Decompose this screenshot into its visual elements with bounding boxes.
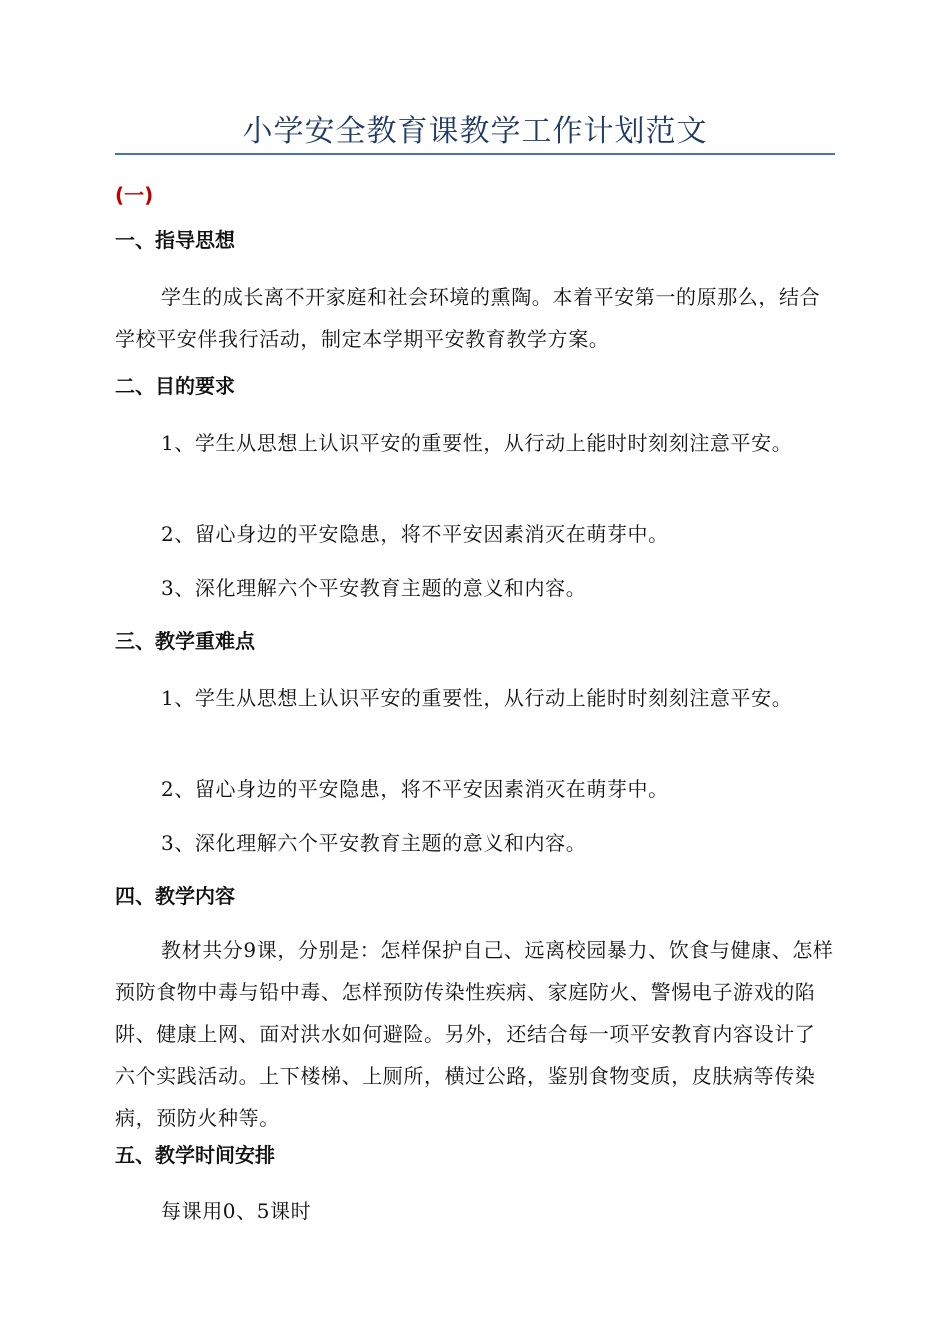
section-heading-2: 二、目的要求 [115,374,235,398]
section-2-paragraph-1: 1、学生从思想上认识平安的重要性，从行动上能时时刻刻注意平安。 [161,431,793,455]
section-1-paragraph-1: 学生的成长离不开家庭和社会环境的熏陶。本着平安第一的原那么，结合学校平安伴我行活动，制定本学期平安教育教学方案。 [115,285,821,351]
section-3-paragraph-1: 1、学生从思想上认识平安的重要性，从行动上能时时刻刻注意平安。 [161,686,793,710]
document-title: 小学安全教育课教学工作计划范文 [242,114,708,149]
section-heading-1: 一、指导思想 [115,228,235,252]
section-2-paragraph-2: 2、留心身边的平安隐患，将不平安因素消灭在萌芽中。 [161,522,669,546]
section-heading-5: 五、教学时间安排 [115,1143,275,1167]
section-heading-4: 四、教学内容 [115,884,235,908]
section-2-paragraph-3: 3、深化理解六个平安教育主题的意义和内容。 [161,576,587,600]
section-heading-3: 三、教学重难点 [115,629,255,653]
section-3-paragraph-3: 3、深化理解六个平安教育主题的意义和内容。 [161,831,587,855]
section-4-paragraph-1: 教材共分9课，分别是：怎样保护自己、远离校园暴力、饮食与健康、怎样预防食物中毒与铅中毒、怎样预防传染性疾病、家庭防火、警惕电子游戏的陷阱、健康上网、面对洪水如何避险。另外，还结合每一项平安教育内容设计了六个实践活动。上下楼梯、上厕所，横过公路，鉴别食物变质，皮肤病等传染病，预防火种等。 [115,938,834,1130]
section-3-paragraph-2: 2、留心身边的平安隐患，将不平安因素消灭在萌芽中。 [161,777,669,801]
section-marker: (一) [115,183,154,207]
section-5-paragraph-1: 每课用0、5课时 [161,1199,312,1223]
title-divider [115,153,835,155]
